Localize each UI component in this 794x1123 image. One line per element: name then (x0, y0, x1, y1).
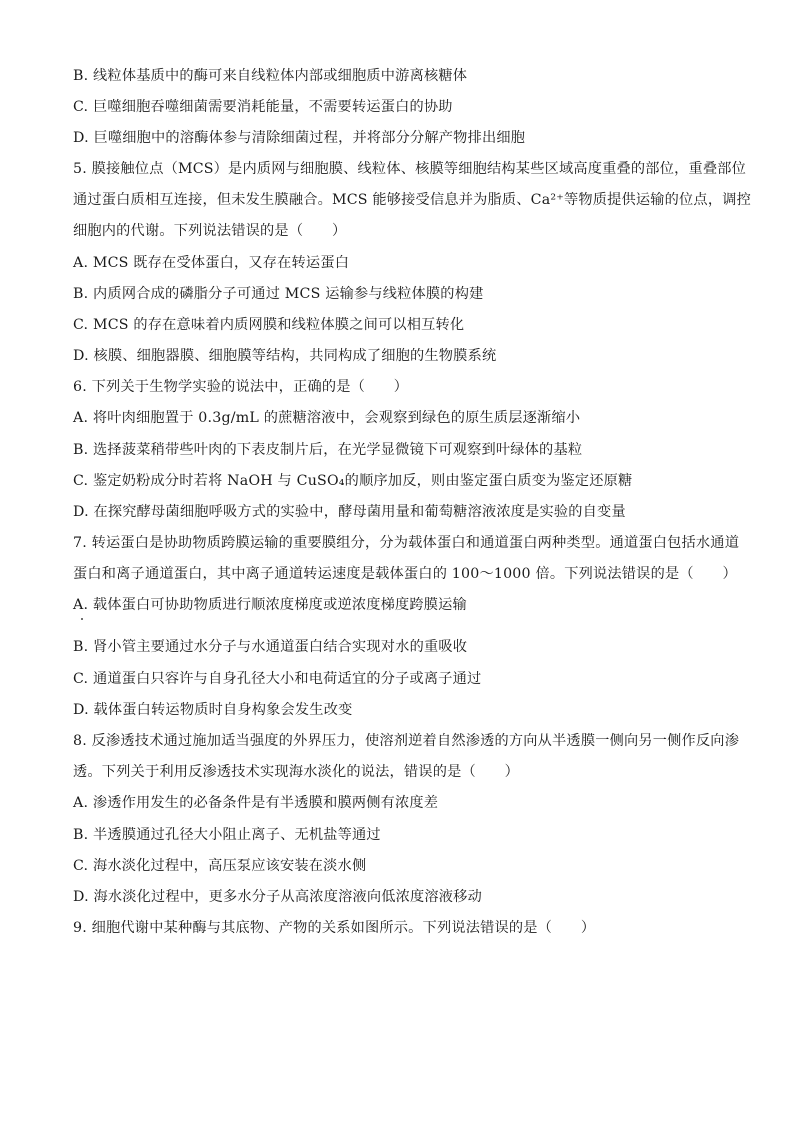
option-5c: C. MCS 的存在意味着内质网膜和线粒体膜之间可以相互转化 (73, 317, 465, 333)
question-5-line-2: 通过蛋白质相互连接，但未发生膜融合。MCS 能够接受信息并为脂质、Ca²⁺等物质提供运输的位点，调控 (73, 192, 751, 208)
option-6c: C. 鉴定奶粉成分时若将 NaOH 与 CuSO₄的顺序加反，则由鉴定蛋白质变为鉴定还原糖 (73, 473, 633, 489)
stray-dot (81, 618, 83, 620)
option-8b: B. 半透膜通过孔径大小阻止离子、无机盐等通过 (73, 827, 381, 843)
option-4c: C. 巨噬细胞吞噬细菌需要消耗能量，不需要转运蛋白的协助 (73, 99, 453, 115)
option-8a: A. 渗透作用发生的必备条件是有半透膜和膜两侧有浓度差 (73, 795, 439, 811)
question-8-line-1: 8. 反渗透技术通过施加适当强度的外界压力，使溶剂逆着自然渗透的方向从半透膜一侧向另一侧作反向渗 (73, 733, 740, 749)
option-6b: B. 选择菠菜稍带些叶肉的下表皮制片后，在光学显微镜下可观察到叶绿体的基粒 (73, 442, 583, 458)
option-6a: A. 将叶肉细胞置于 0.3g/mL 的蔗糖溶液中，会观察到绿色的原生质层逐渐缩小 (73, 410, 581, 426)
option-5d: D. 核膜、细胞器膜、细胞膜等结构，共同构成了细胞的生物膜系统 (73, 348, 497, 364)
question-5-line-1: 5. 膜接触位点（MCS）是内质网与细胞膜、线粒体、核膜等细胞结构某些区域高度重叠的部位，重叠部位 (73, 161, 747, 177)
question-7-line-1: 7. 转运蛋白是协助物质跨膜运输的重要膜组分，分为载体蛋白和通道蛋白两种类型。通道蛋白包括水通道 (73, 535, 740, 551)
option-7a: A. 载体蛋白可协助物质进行顺浓度梯度或逆浓度梯度跨膜运输 (73, 597, 467, 613)
option-7c: C. 通道蛋白只容许与自身孔径大小和电荷适宜的分子或离子通过 (73, 671, 482, 687)
question-6: 6. 下列关于生物学实验的说法中，正确的是（ ） (73, 379, 409, 395)
option-8c: C. 海水淡化过程中，高压泵应该安装在淡水侧 (73, 858, 367, 874)
option-7b: B. 肾小管主要通过水分子与水通道蛋白结合实现对水的重吸收 (73, 639, 468, 655)
question-7-line-2: 蛋白和离子通道蛋白，其中离子通道转运速度是载体蛋白的 100～1000 倍。下列说法错误的是（ ） (73, 566, 737, 582)
option-4d: D. 巨噬细胞中的溶酶体参与清除细菌过程，并将部分分解产物排出细胞 (73, 130, 526, 146)
option-4b: B. 线粒体基质中的酶可来自线粒体内部或细胞质中游离核糖体 (73, 68, 468, 84)
option-5b: B. 内质网合成的磷脂分子可通过 MCS 运输参与线粒体膜的构建 (73, 286, 484, 302)
question-5-line-3: 细胞内的代谢。下列说法错误的是（ ） (73, 223, 347, 239)
question-8-line-2: 透。下列关于利用反渗透技术实现海水淡化的说法，错误的是（ ） (73, 764, 520, 780)
option-5a: A. MCS 既存在受体蛋白，又存在转运蛋白 (73, 255, 350, 271)
option-6d: D. 在探究酵母菌细胞呼吸方式的实验中，酵母菌用量和葡萄糖溶液浓度是实验的自变量 (73, 504, 626, 520)
option-7d: D. 载体蛋白转运物质时自身构象会发生改变 (73, 702, 353, 718)
question-9: 9. 细胞代谢中某种酶与其底物、产物的关系如图所示。下列说法错误的是（ ） (73, 920, 596, 936)
option-8d: D. 海水淡化过程中，更多水分子从高浓度溶液向低浓度溶液移动 (73, 889, 482, 905)
